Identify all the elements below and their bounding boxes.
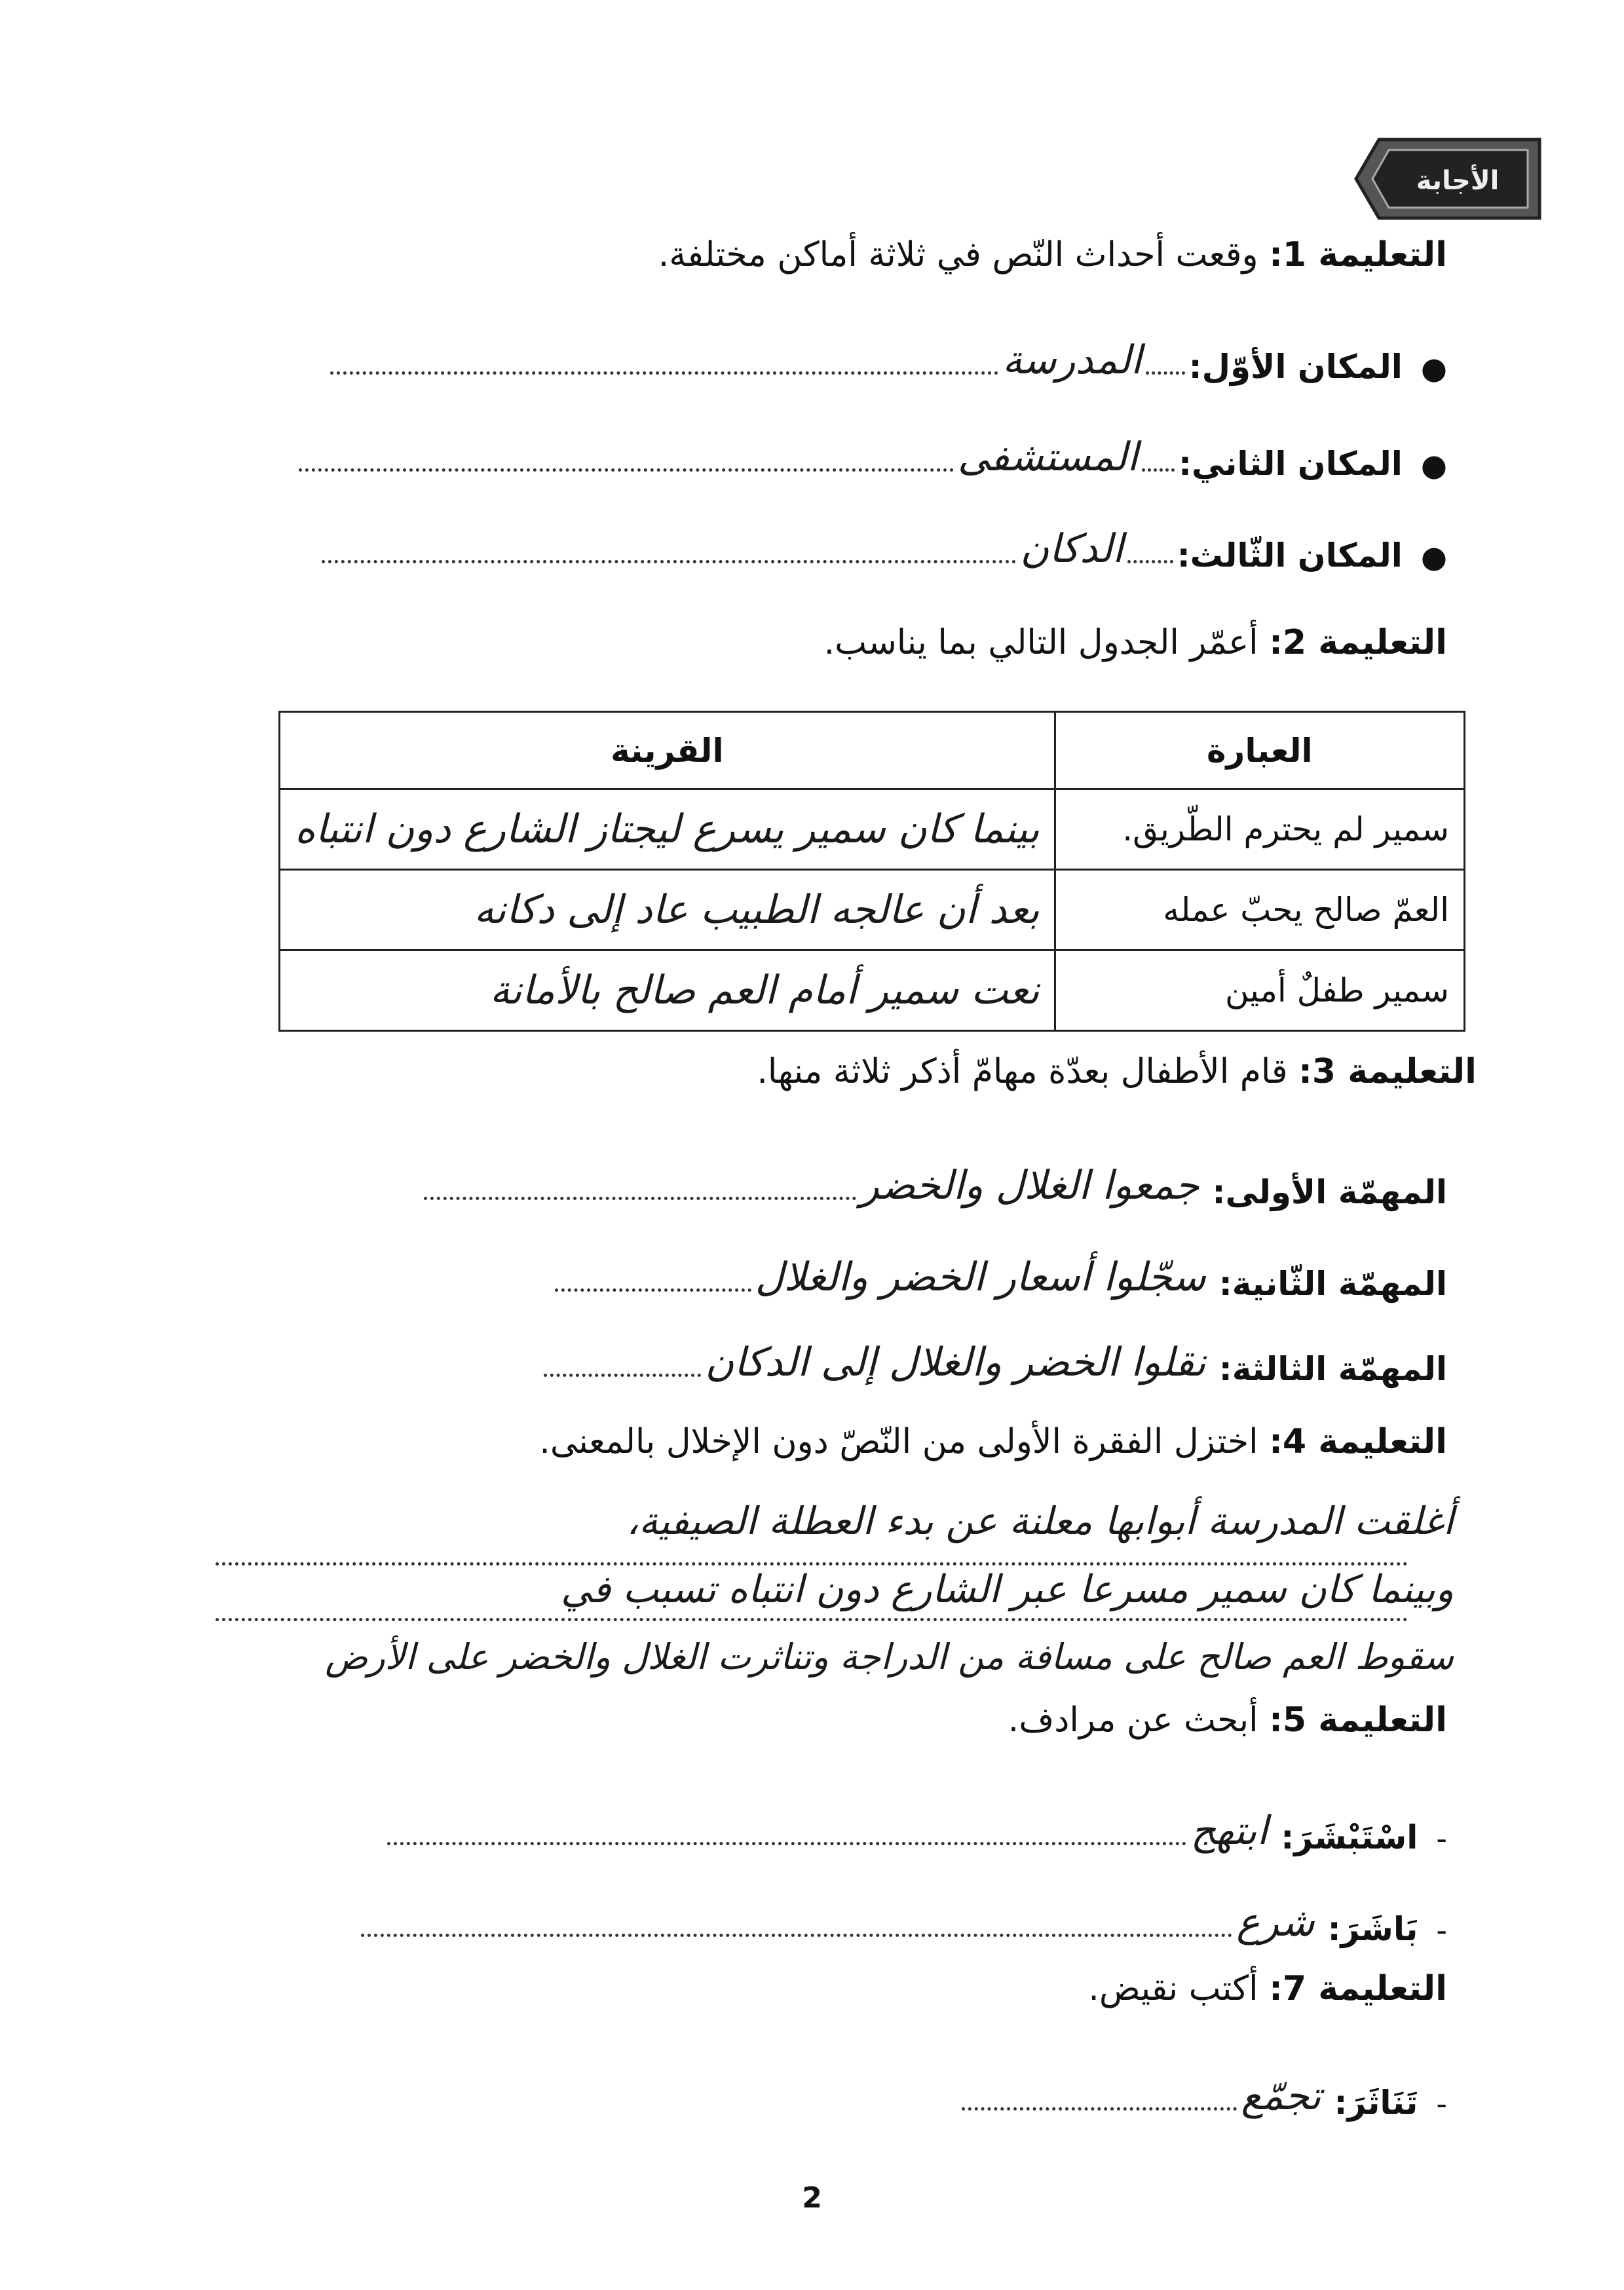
dash-icon: - bbox=[1436, 1912, 1447, 1948]
instruction-4-title: التعليمة 4: bbox=[1269, 1422, 1447, 1461]
place-1-answer[interactable]: المدرسة bbox=[1002, 337, 1142, 383]
badge-label: الأجابة bbox=[1416, 166, 1500, 196]
task-1-answer[interactable]: جمعوا الغلال والخضر bbox=[859, 1163, 1199, 1209]
place-1-row bbox=[326, 314, 1447, 386]
place-2-row bbox=[295, 411, 1447, 483]
evidence-table bbox=[278, 711, 1465, 1032]
place-3-label: المكان الثّالث: bbox=[1177, 536, 1403, 574]
dotted-line bbox=[330, 371, 998, 375]
table-header-row bbox=[280, 712, 1465, 789]
antonym-1-row bbox=[958, 2050, 1447, 2122]
instruction-5 bbox=[1008, 1700, 1447, 1740]
instruction-5-title: التعليمة 5: bbox=[1269, 1700, 1447, 1740]
place-3-answer[interactable]: الدكان bbox=[1020, 526, 1124, 572]
table-cell-evidence[interactable]: نعت سمير أمام العم صالح بالأمانة bbox=[280, 950, 1055, 1031]
summary-line: سقوط العم صالح على مسافة من الدراجة وتناثرت الغلال والخضر على الأرض bbox=[325, 1636, 1454, 1678]
task-1-row bbox=[420, 1140, 1447, 1212]
synonym-2-label: بَاشَرَ: bbox=[1327, 1910, 1418, 1948]
place-3-row bbox=[318, 503, 1447, 575]
instruction-2-title: التعليمة 2: bbox=[1269, 623, 1447, 662]
task-3-row bbox=[540, 1317, 1447, 1389]
instruction-7-text: أكتب نقيض. bbox=[1088, 1969, 1258, 2008]
synonym-1-row bbox=[383, 1785, 1447, 1857]
table-cell-phrase: العمّ صالح يحبّ عمله bbox=[1055, 870, 1464, 950]
instruction-1-text: وقعت أحداث النّص في ثلاثة أماكن مختلفة. bbox=[658, 235, 1258, 274]
place-1-label: المكان الأوّل: bbox=[1188, 348, 1403, 386]
task-2-answer[interactable]: سجّلوا أسعار الخضر والغلال bbox=[755, 1254, 1206, 1300]
instruction-2-text: أعمّر الجدول التالي بما يناسب. bbox=[823, 623, 1258, 662]
dotted-line bbox=[555, 1288, 751, 1292]
antonym-1-label: تَنَاثَرَ: bbox=[1334, 2084, 1418, 2122]
badge-shape bbox=[1350, 134, 1546, 223]
task-3-answer[interactable]: نقلوا الخضر والغلال إلى الدكان bbox=[705, 1340, 1206, 1385]
instruction-7 bbox=[1088, 1968, 1447, 2009]
page-number: 2 bbox=[802, 2181, 822, 2215]
table-cell-phrase: سمير طفلٌ أمين bbox=[1055, 950, 1464, 1031]
task-2-label: المهمّة الثّانية: bbox=[1218, 1265, 1447, 1303]
dotted-line bbox=[424, 1197, 856, 1200]
dotted-line bbox=[361, 1934, 1232, 1937]
task-1-label: المهمّة الأولى: bbox=[1212, 1173, 1447, 1211]
bullet-icon: ● bbox=[1420, 447, 1447, 483]
synonym-2-answer[interactable]: شرع bbox=[1236, 1900, 1315, 1945]
antonym-1-answer[interactable]: تجمّع bbox=[1241, 2073, 1321, 2119]
synonym-1-answer[interactable]: ابتهج bbox=[1190, 1808, 1268, 1854]
table-cell-evidence[interactable]: بعد أن عالجه الطبيب عاد إلى دكانه bbox=[280, 870, 1055, 950]
synonym-1-label: اسْتَبْشَرَ: bbox=[1281, 1818, 1418, 1856]
header-evidence: القرينة bbox=[280, 712, 1055, 789]
instruction-4-text: اختزل الفقرة الأولى من النّصّ دون الإخلال بالمعنى. bbox=[539, 1422, 1258, 1461]
summary-answer[interactable] bbox=[26, 1487, 1454, 1691]
table-row bbox=[280, 870, 1465, 950]
bullet-icon: ● bbox=[1420, 538, 1447, 574]
dotted-line bbox=[1142, 468, 1175, 472]
instruction-4 bbox=[539, 1421, 1447, 1462]
instruction-1-title: التعليمة 1: bbox=[1269, 235, 1447, 274]
instruction-3-title: التعليمة 3: bbox=[1298, 1052, 1477, 1091]
dotted-line bbox=[544, 1374, 701, 1377]
dotted-line bbox=[387, 1842, 1186, 1845]
dotted-line bbox=[1146, 371, 1185, 375]
table-cell-phrase: سمير لم يحترم الطّريق. bbox=[1055, 789, 1464, 870]
instruction-7-title: التعليمة 7: bbox=[1269, 1969, 1447, 2008]
instruction-5-text: أبحث عن مرادف. bbox=[1008, 1700, 1258, 1740]
task-2-row bbox=[551, 1231, 1447, 1304]
dash-icon: - bbox=[1436, 1820, 1447, 1856]
instruction-1 bbox=[658, 235, 1447, 275]
answer-badge bbox=[1350, 134, 1546, 223]
header-phrase: العبارة bbox=[1055, 712, 1464, 789]
place-2-answer[interactable]: المستشفى bbox=[957, 434, 1139, 480]
synonym-2-row bbox=[357, 1877, 1447, 1949]
instruction-2 bbox=[824, 622, 1447, 663]
place-2-label: المكان الثاني: bbox=[1179, 445, 1403, 483]
summary-line: أغلقت المدرسة أبوابها معلنة عن بدء العطلة الصيفية، bbox=[626, 1499, 1454, 1543]
dotted-line bbox=[962, 2107, 1237, 2111]
summary-line: وبينما كان سمير مسرعا عبر الشارع دون انتباه تسبب في bbox=[561, 1567, 1454, 1611]
task-3-label: المهمّة الثالثة: bbox=[1218, 1350, 1447, 1388]
dotted-line bbox=[1127, 560, 1173, 563]
dash-icon: - bbox=[1436, 2086, 1447, 2122]
dotted-line bbox=[299, 468, 954, 472]
table-row bbox=[280, 789, 1465, 870]
instruction-3-text: قام الأطفال بعدّة مهامّ أذكر ثلاثة منها. bbox=[757, 1052, 1288, 1091]
instruction-3 bbox=[757, 1051, 1477, 1092]
table-row bbox=[280, 950, 1465, 1031]
table-cell-evidence[interactable]: بينما كان سمير يسرع ليجتاز الشارع دون انتباه bbox=[280, 789, 1055, 870]
bullet-icon: ● bbox=[1420, 350, 1447, 386]
dotted-line bbox=[322, 560, 1016, 563]
